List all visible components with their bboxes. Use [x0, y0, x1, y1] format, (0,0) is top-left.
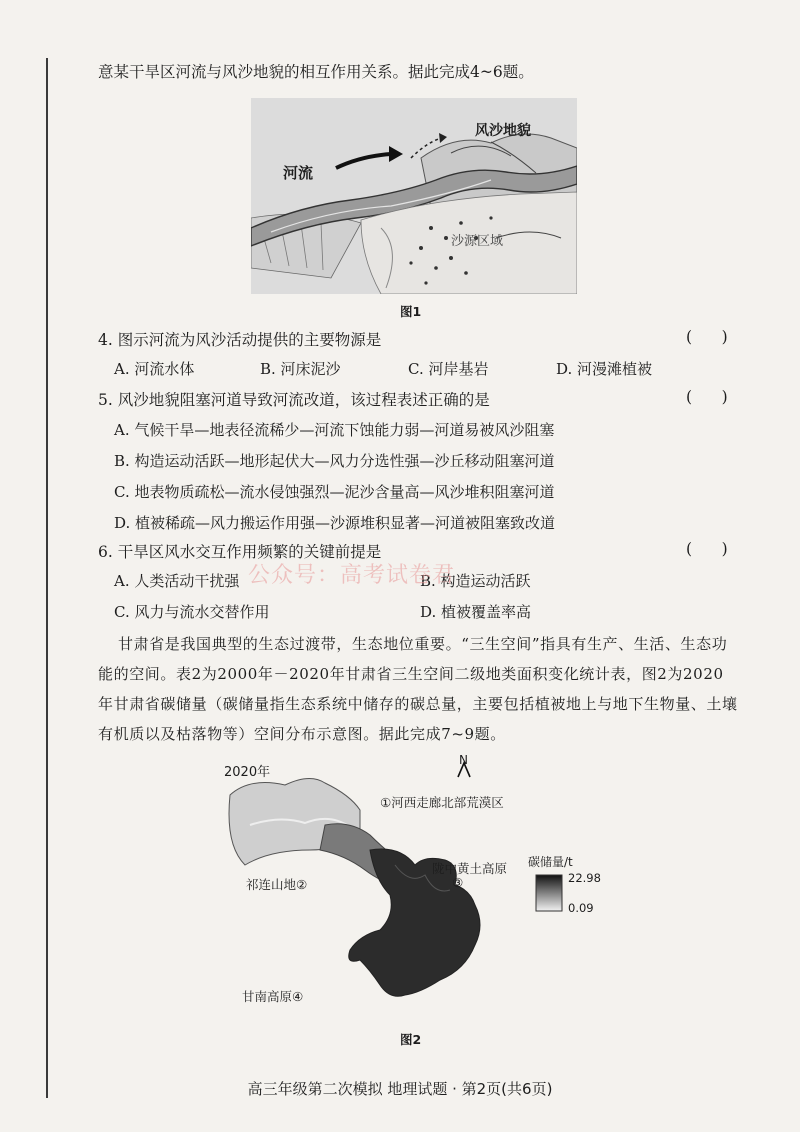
- legend-color-ramp: [536, 875, 562, 911]
- legend-max-value: 22.98: [568, 871, 601, 885]
- question-6-stem: 6. 干旱区风水交互作用频繁的关键前提是: [98, 543, 382, 561]
- question-6-option-c[interactable]: C. 风力与流水交替作用: [114, 603, 270, 621]
- page-footer: 高三年级第二次模拟 地理试题 · 第2页(共6页): [247, 1080, 553, 1098]
- question-6-answer-bracket[interactable]: ( ): [686, 540, 728, 558]
- question-4-option-d[interactable]: D. 河漫滩植被: [556, 360, 653, 378]
- question-6-option-b[interactable]: B. 构造运动活跃: [420, 572, 531, 590]
- binding-margin-line: [46, 58, 48, 1098]
- question-5-stem: 5. 风沙地貌阻塞河道导致河流改道，该过程表述正确的是: [98, 391, 490, 409]
- passage-line-2: 能的空间。表2为2000年－2020年甘肃省三生空间二级地类面积变化统计表，图2为2020: [98, 665, 724, 683]
- question-5-answer-bracket[interactable]: ( ): [686, 388, 728, 406]
- region-3-marker: ③: [452, 875, 464, 890]
- question-5-option-a[interactable]: A. 气候干旱—地表径流稀少—河流下蚀能力弱—河道易被风沙阻塞: [114, 421, 555, 439]
- question-5-option-b[interactable]: B. 构造运动活跃—地形起伏大—风力分选性强—沙丘移动阻塞河道: [114, 452, 555, 470]
- question-4-option-b[interactable]: B. 河床泥沙: [260, 360, 341, 378]
- figure-2-caption: 图2: [400, 1032, 422, 1047]
- question-4-option-a[interactable]: A. 河流水体: [114, 360, 195, 378]
- passage-line-3: 年甘肃省碳储量（碳储量指生态系统中储存的碳总量，主要包括植被地上与地下生物量、土壤: [98, 695, 738, 713]
- watermark: 公众号：高考试卷君: [248, 563, 456, 588]
- passage-line-1: 甘肃省是我国典型的生态过渡带，生态地位重要。“三生空间”指具有生产、生活、生态功: [118, 635, 728, 653]
- north-arrow-label: N: [459, 753, 468, 767]
- label-river: 河流: [283, 164, 314, 182]
- region-4-label: 甘南高原④: [242, 989, 304, 1004]
- legend-min-value: 0.09: [568, 901, 594, 915]
- question-4-answer-bracket[interactable]: ( ): [686, 328, 728, 346]
- label-sand-source: 沙源区域: [451, 234, 504, 249]
- passage-line-4: 有机质以及枯落物等）空间分布示意图。据此完成7~9题。: [98, 725, 506, 743]
- intro-line: 意某干旱区河流与风沙地貌的相互作用关系。据此完成4~6题。: [98, 63, 534, 81]
- map-year: 2020年: [224, 765, 271, 780]
- region-3-label: 陇中黄土高原: [432, 861, 508, 876]
- figure-1-caption: 图1: [400, 304, 422, 319]
- legend-title: 碳储量/t: [528, 855, 573, 869]
- question-5-option-d[interactable]: D. 植被稀疏—风力搬运作用强—沙源堆积显著—河道被阻塞致改道: [114, 514, 556, 532]
- question-6-option-a[interactable]: A. 人类活动干扰强: [114, 572, 240, 590]
- question-4-option-c[interactable]: C. 河岸基岩: [408, 360, 489, 378]
- region-2-label: 祁连山地②: [246, 877, 308, 892]
- figure-1: [251, 98, 577, 294]
- region-1-label: ①河西走廊北部荒漠区: [380, 795, 504, 810]
- question-4-stem: 4. 图示河流为风沙活动提供的主要物源是: [98, 331, 382, 349]
- question-5-option-c[interactable]: C. 地表物质疏松—流水侵蚀强烈—泥沙含量高—风沙堆积阻塞河道: [114, 483, 555, 501]
- label-aeolian-landform: 风沙地貌: [475, 123, 531, 139]
- question-6-option-d[interactable]: D. 植被覆盖率高: [420, 603, 532, 621]
- figure-2: [210, 755, 610, 1025]
